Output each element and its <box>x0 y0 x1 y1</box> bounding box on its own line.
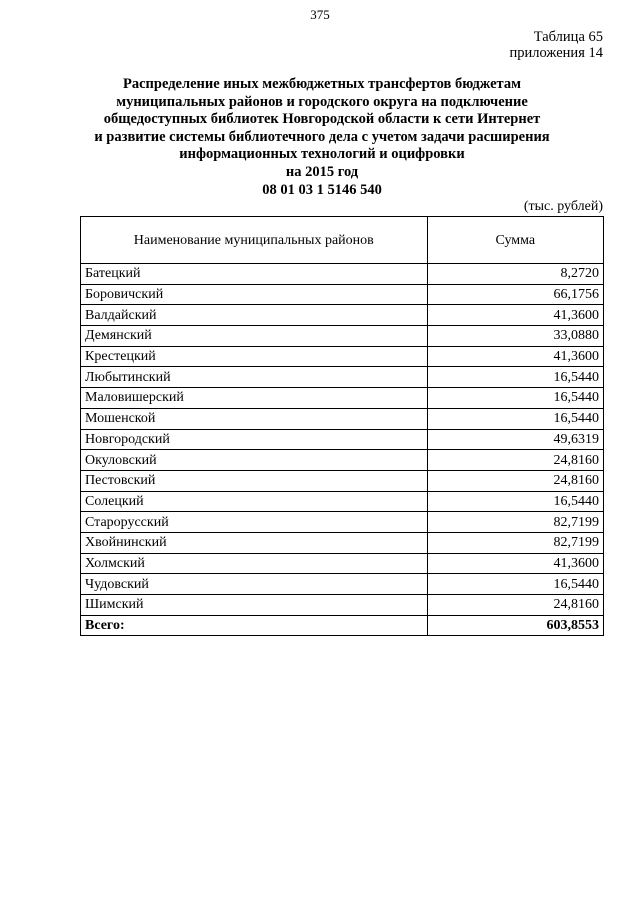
district-sum: 49,6319 <box>427 429 603 450</box>
district-name: Батецкий <box>81 264 428 285</box>
district-sum: 82,7199 <box>427 512 603 533</box>
district-sum: 8,2720 <box>427 264 603 285</box>
district-name: Шимский <box>81 595 428 616</box>
table-row <box>81 595 604 616</box>
total-sum: 603,8553 <box>427 615 603 636</box>
header-name: Наименование муниципальных районов <box>81 217 428 264</box>
table-row <box>81 470 604 491</box>
district-sum: 24,8160 <box>427 595 603 616</box>
total-label: Всего: <box>81 615 428 636</box>
district-name: Пестовский <box>81 470 428 491</box>
table-row <box>81 574 604 595</box>
district-name: Крестецкий <box>81 346 428 367</box>
table-row <box>81 264 604 285</box>
district-sum: 41,3600 <box>427 553 603 574</box>
table-row <box>81 450 604 471</box>
title-line: информационных технологий и оцифровки <box>179 146 465 163</box>
district-name: Маловишерский <box>81 388 428 409</box>
district-sum: 16,5440 <box>427 367 603 388</box>
district-sum: 41,3600 <box>427 346 603 367</box>
district-name: Новгородский <box>81 429 428 450</box>
table-row <box>81 388 604 409</box>
units-label: (тыс. рублей) <box>523 199 603 214</box>
district-name: Боровичский <box>81 284 428 305</box>
district-sum: 16,5440 <box>427 388 603 409</box>
district-sum: 33,0880 <box>427 326 603 347</box>
table-ref-line1: Таблица 65 <box>533 29 603 45</box>
district-name: Старорусский <box>81 512 428 533</box>
title-line: муниципальных районов и городского округа на подключение <box>116 93 528 110</box>
district-name: Демянский <box>81 326 428 347</box>
page-number: 375 <box>310 7 330 22</box>
district-sum: 82,7199 <box>427 532 603 553</box>
title-line: Распределение иных межбюджетных трансфертов бюджетам <box>123 76 521 92</box>
table-reference <box>510 29 603 61</box>
table-row <box>81 491 604 512</box>
document-title <box>60 76 584 182</box>
district-name: Мошенской <box>81 408 428 429</box>
district-sum: 24,8160 <box>427 450 603 471</box>
table-row <box>81 408 604 429</box>
title-line: на 2015 год <box>285 163 359 180</box>
district-sum: 16,5440 <box>427 574 603 595</box>
table-row <box>81 305 604 326</box>
budget-code: 08 01 03 1 5146 540 <box>262 182 382 198</box>
district-sum: 41,3600 <box>427 305 603 326</box>
table-ref-line2: приложения 14 <box>509 45 603 61</box>
district-name: Солецкий <box>81 491 428 512</box>
table-body <box>81 264 604 636</box>
district-sum: 16,5440 <box>427 491 603 512</box>
district-sum: 66,1756 <box>427 284 603 305</box>
district-name: Холмский <box>81 553 428 574</box>
table-row <box>81 367 604 388</box>
district-name: Окуловский <box>81 450 428 471</box>
district-name: Чудовский <box>81 574 428 595</box>
total-row <box>81 615 604 636</box>
district-name: Валдайский <box>81 305 428 326</box>
title-line: общедоступных библиотек Новгородской области к сети Интернет <box>103 111 541 128</box>
district-name: Хвойнинский <box>81 532 428 553</box>
table-row <box>81 326 604 347</box>
table-row <box>81 553 604 574</box>
table-row <box>81 512 604 533</box>
district-sum: 24,8160 <box>427 470 603 491</box>
title-line: и развитие системы библиотечного дела с учетом задачи расширения <box>94 128 550 145</box>
table-row <box>81 532 604 553</box>
table-header-row <box>81 217 604 264</box>
district-name: Любытинский <box>81 367 428 388</box>
table-row <box>81 284 604 305</box>
distribution-table <box>80 216 604 636</box>
table-row <box>81 346 604 367</box>
table-row <box>81 429 604 450</box>
header-sum: Сумма <box>427 217 603 264</box>
district-sum: 16,5440 <box>427 408 603 429</box>
